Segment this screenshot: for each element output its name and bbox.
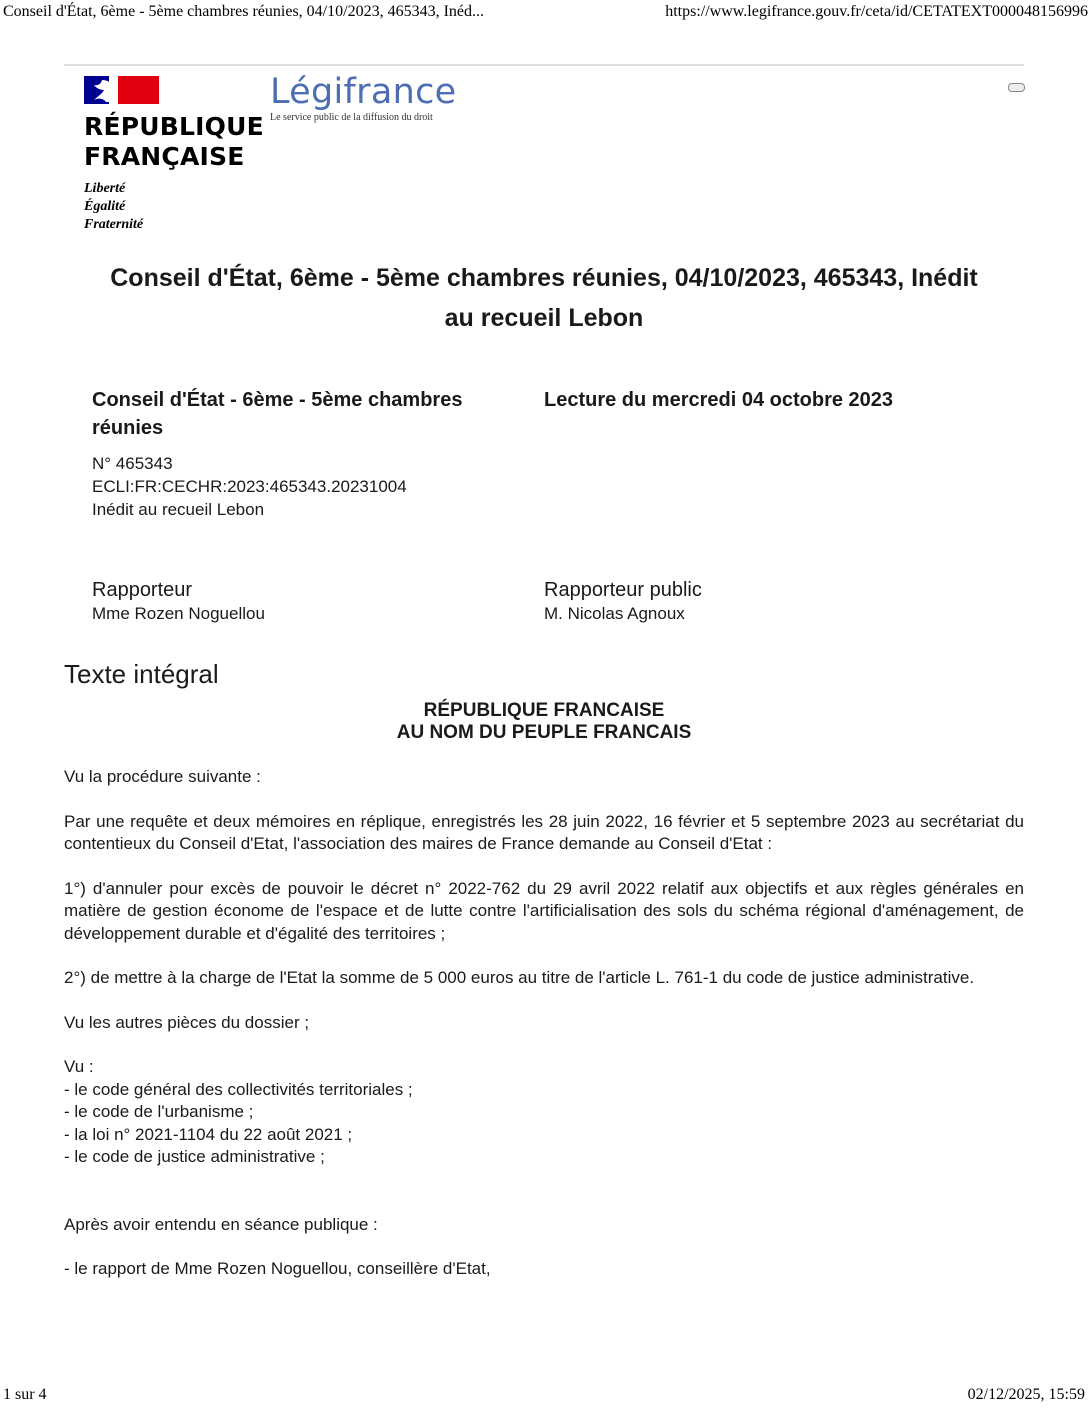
rapporteur-public-name: M. Nicolas Agnoux: [544, 604, 685, 623]
top-divider: [64, 64, 1024, 66]
print-header: [0, 0, 1088, 26]
rapporteur-name: Mme Rozen Noguellou: [92, 604, 265, 623]
case-number: N° 465343: [92, 454, 173, 473]
paragraph-requete: Par une requête et deux mémoires en réplique, enregistrés les 28 juin 2022, 16 février et 5 septembre 2023 au secrétariat du contentieux du Conseil d'Etat, l'association des maires de France demande au Conseil d'Etat :: [64, 811, 1024, 853]
motto-liberte: Liberté: [84, 181, 126, 196]
republique-francaise-wordmark: [84, 112, 284, 172]
print-datetime: 02/12/2025, 15:59: [967, 1386, 1085, 1403]
paragraph-point-2: 2°) de mettre à la charge de l'Etat la somme de 5 000 euros au titre de l'article L. 761-1 du code de justice administrative.: [64, 968, 975, 987]
jurisdiction-line-2: réunies: [92, 417, 164, 439]
marianne-icon: [84, 76, 159, 104]
legifrance-logo[interactable]: [270, 72, 456, 123]
print-header-url[interactable]: https://www.legifrance.gouv.fr/ceta/id/CETATEXT000048156996: [665, 3, 1088, 20]
paragraph-procedure: Vu la procédure suivante :: [64, 767, 261, 786]
rapporteur-public-label: Rapporteur public: [544, 579, 702, 601]
decision-heading: [64, 700, 1024, 744]
rapporteur-label: Rapporteur: [92, 579, 193, 601]
jurisdiction-name: [92, 386, 512, 442]
vu-item: - le code de justice administrative ;: [64, 1147, 325, 1166]
francaise-text: FRANÇAISE: [84, 142, 245, 171]
rapporteur-block: [92, 576, 265, 624]
section-title-texte-integral: Texte intégral: [64, 659, 219, 689]
jurisdiction-line-1: Conseil d'État - 6ème - 5ème chambres: [92, 389, 463, 411]
ecli-identifier: ECLI:FR:CECHR:2023:465343.20231004: [92, 477, 407, 496]
paragraph-point-1: 1°) d'annuler pour excès de pouvoir le décret n° 2022-762 du 29 avril 2022 relatif aux objectifs et aux règles générales en matière de gestion économe de l'espace et de lutte contre l'artificialisation des sols du schéma régional d'aménagement, de développement durable et d'égalité des territoires ;: [64, 878, 1024, 943]
print-footer: [0, 1384, 1088, 1408]
page-title-line-2: au recueil Lebon: [444, 304, 644, 332]
motto-egalite: Égalité: [84, 199, 126, 214]
motto-fraternite: Fraternité: [84, 217, 144, 232]
vu-item: - le code de l'urbanisme ;: [64, 1102, 254, 1121]
page-title: [64, 258, 1024, 338]
brand-tagline: Le service public de la diffusion du droit: [270, 112, 433, 123]
paragraph-vu: Vu :: [64, 1057, 94, 1076]
rapporteur-public-block: [544, 576, 702, 624]
reading-date: Lecture du mercredi 04 octobre 2023: [544, 389, 894, 411]
vu-item: - le code général des collectivités territoriales ;: [64, 1079, 413, 1099]
heading-line-2: AU NOM DU PEUPLE FRANCAIS: [396, 722, 692, 743]
metadata-left-column: [92, 386, 512, 521]
brand-name: Légifrance: [270, 72, 457, 112]
menu-toggle-icon[interactable]: [1008, 83, 1025, 92]
paragraph-rapport: - le rapport de Mme Rozen Noguellou, conseillère d'Etat,: [64, 1259, 491, 1278]
republique-francaise-logo[interactable]: [84, 76, 284, 234]
vu-item: - la loi n° 2021-1104 du 22 août 2021 ;: [64, 1124, 353, 1144]
heading-line-1: RÉPUBLIQUE FRANCAISE: [423, 700, 665, 721]
devise: [84, 180, 284, 234]
paragraph-pieces: Vu les autres pièces du dossier ;: [64, 1012, 310, 1032]
full-text-body: [64, 700, 1024, 1281]
page-counter: 1 sur 4: [3, 1386, 47, 1403]
publication-status: Inédit au recueil Lebon: [92, 500, 265, 519]
metadata-right-column: [544, 386, 1004, 414]
paragraph-seance: Après avoir entendu en séance publique :: [64, 1214, 378, 1234]
print-header-title: Conseil d'État, 6ème - 5ème chambres réunies, 04/10/2023, 465343, Inéd...: [3, 3, 484, 20]
page-title-line-1: Conseil d'État, 6ème - 5ème chambres réunies, 04/10/2023, 465343, Inédit: [110, 264, 978, 292]
republique-text: RÉPUBLIQUE: [84, 112, 264, 141]
